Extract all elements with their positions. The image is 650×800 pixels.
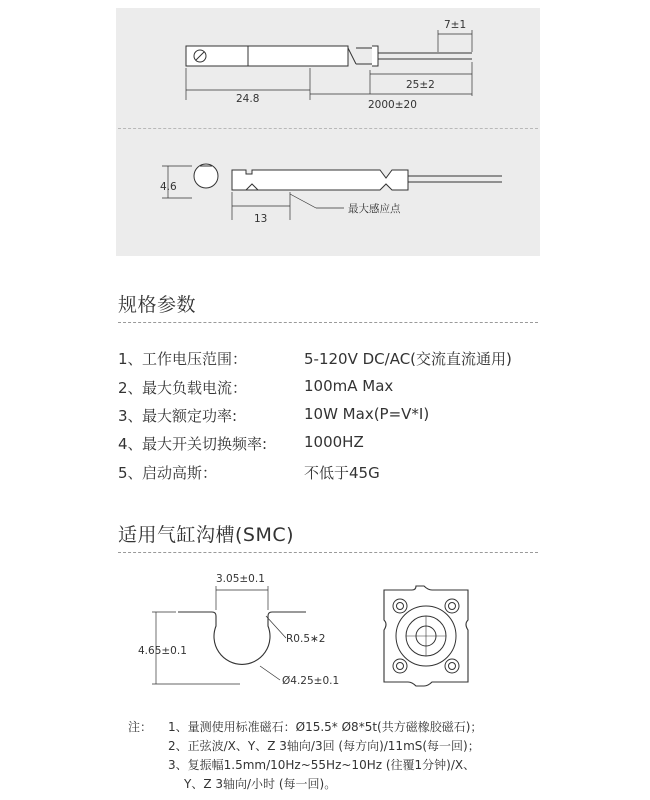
groove-title: 适用气缸沟槽(SMC) xyxy=(118,524,295,546)
spec-value: 5-120V DC/AC(交流直流通用) xyxy=(304,350,512,368)
dim-lead-25: 25±2 xyxy=(406,79,435,91)
specs-divider xyxy=(118,322,538,323)
groove-drawing xyxy=(116,560,540,710)
spec-label: 最大开关切换频率: xyxy=(142,435,268,453)
dim-width-24: 24.8 xyxy=(236,93,260,105)
dim-cable-2000: 2000±20 xyxy=(368,99,417,111)
spec-label: 启动高斯： xyxy=(142,464,218,482)
drawing-panel xyxy=(116,8,540,256)
dim-top-width: 3.05±0.1 xyxy=(216,573,265,585)
sensing-point-label: 最大感应点 xyxy=(348,203,401,215)
spec-value: 10W Max(P=V*I) xyxy=(304,405,430,423)
note-line: 3、复振幅1.5mm/10Hz~55Hz~10Hz (往覆1分钟)/X、 xyxy=(168,758,476,772)
spec-num: 5、 xyxy=(118,464,143,482)
spec-label: 最大额定功率: xyxy=(142,407,238,425)
spec-num: 3、 xyxy=(118,407,143,425)
spec-row xyxy=(118,433,558,455)
dim-height-46: 4.6 xyxy=(160,181,177,193)
panel-divider xyxy=(118,128,538,129)
dim-diameter: Ø4.25±0.1 xyxy=(282,675,340,687)
spec-row xyxy=(118,348,558,370)
dim-height: 4.65±0.1 xyxy=(138,645,187,657)
spec-row xyxy=(118,405,558,427)
note-line: 2、正弦波/X、Y、Z 3轴向/3回 (每方向)/11mS(每一回)； xyxy=(168,739,480,753)
spec-value: 1000HZ xyxy=(304,433,364,451)
note-line: Y、Z 3轴向/小时 (每一回)。 xyxy=(184,777,337,791)
spec-value: 100mA Max xyxy=(304,377,394,395)
cylinder-section xyxy=(384,586,468,686)
spec-row xyxy=(118,462,558,484)
groove-divider xyxy=(118,552,538,553)
sensor-body-side xyxy=(232,170,408,190)
note-line: 1、量测使用标准磁石：Ø15.5* Ø8*5t(共方磁橡胶磁石)； xyxy=(168,720,483,734)
spec-value: 不低于45G xyxy=(304,464,380,482)
dim-radius: R0.5∗2 xyxy=(286,633,326,645)
spec-label: 最大负载电流： xyxy=(142,379,248,397)
sensor-profile xyxy=(194,164,218,188)
spec-label: 工作电压范围： xyxy=(142,350,248,368)
sensor-drawing xyxy=(116,8,540,256)
specs-title: 规格参数 xyxy=(118,294,197,316)
dim-dist-13: 13 xyxy=(254,213,268,225)
spec-num: 4、 xyxy=(118,435,143,453)
notes-prefix: 注： xyxy=(128,720,153,734)
dim-lead-strip: 7±1 xyxy=(444,19,467,31)
spec-num: 2、 xyxy=(118,379,143,397)
spec-num: 1、 xyxy=(118,350,143,368)
spec-row xyxy=(118,377,558,399)
